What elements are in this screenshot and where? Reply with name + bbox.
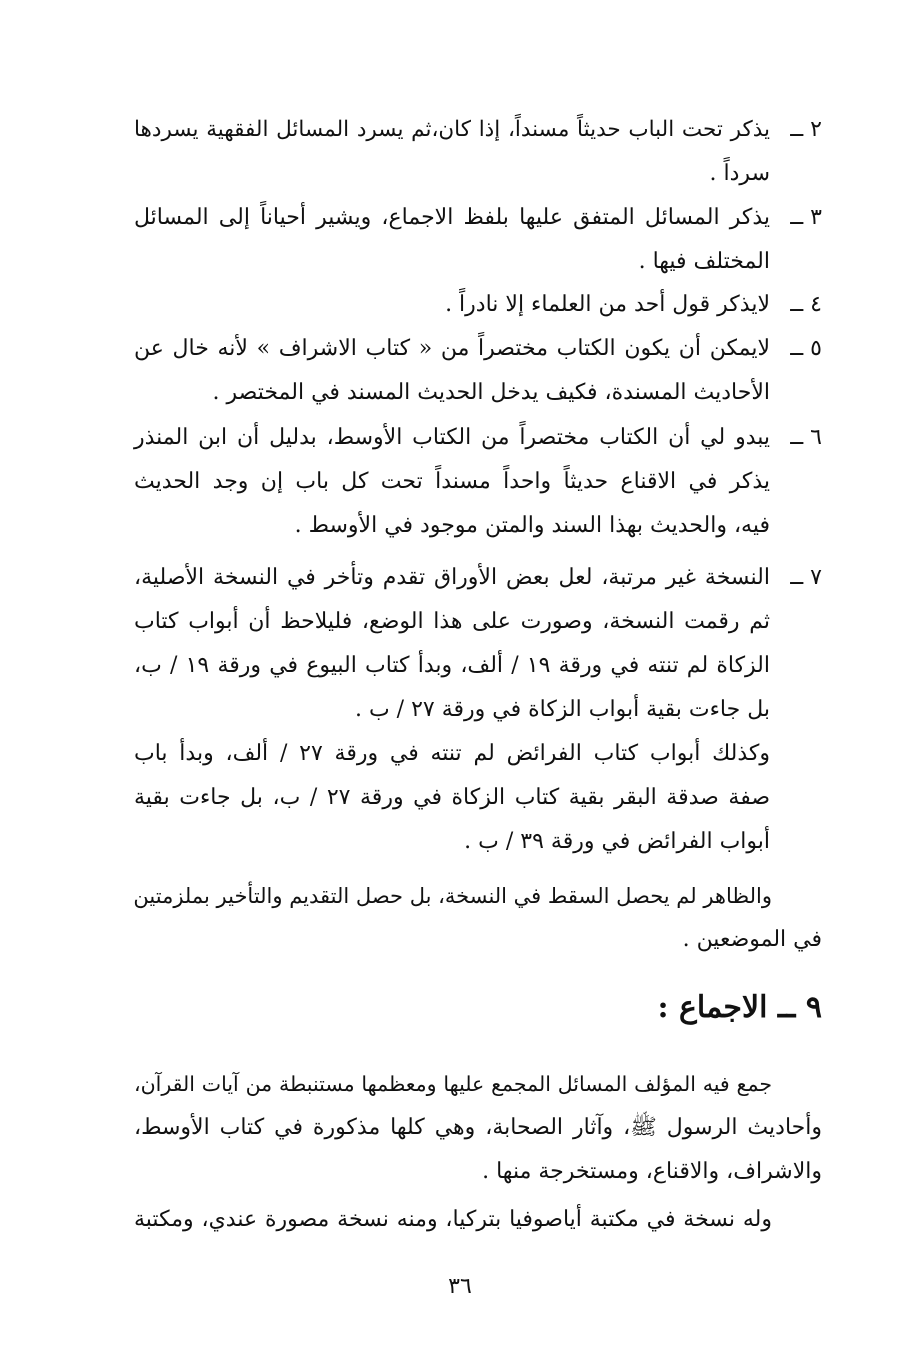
item-number: ٢ ــ (790, 117, 822, 142)
section-heading: ٩ ــ الاجماع : (657, 990, 822, 1025)
item-text-line: بل جاءت بقية أبواب الزكاة في ورقة ٢٧ / ب . (354, 697, 770, 722)
item-number: ٤ ــ (790, 292, 822, 317)
item-text-line: الزكاة لم تنته في ورقة ١٩ / ألف، وبدأ كتاب البيوع في ورقة ١٩ / ب، (134, 653, 770, 678)
list-item (134, 196, 822, 284)
list-item (134, 416, 822, 548)
closing-paragraph (134, 874, 822, 962)
item-text-line: سرداً . (709, 161, 770, 186)
item-text-line: النسخة غير مرتبة، لعل بعض الأوراق تقدم وتأخر في النسخة الأصلية، (134, 565, 770, 590)
item-text-line: فيه، والحديث بهذا السند والمتن موجود في الأوسط . (294, 513, 770, 538)
list-item (134, 108, 822, 196)
item-number: ٥ ــ (790, 336, 822, 361)
item-number: ٦ ــ (790, 425, 822, 450)
item-text-line: يذكر المسائل المتفق عليها بلفظ الاجماع، ويشير أحياناً إلى المسائل (134, 205, 770, 230)
paragraph-line: في الموضعين . (682, 927, 822, 952)
page-number: ٣٦ (448, 1274, 472, 1299)
item-text-line: يذكر تحت الباب حديثاً مسنداً، إذا كان،ثم يسرد المسائل الفقهية يسردها (134, 117, 770, 142)
list-item (134, 283, 822, 327)
list-item (134, 556, 822, 864)
item-number: ٣ ــ (790, 205, 822, 230)
list-item (134, 327, 822, 415)
item-number: ٧ ــ (790, 565, 822, 590)
paragraph-line: والاشراف، والاقناع، ومستخرجة منها . (482, 1159, 822, 1184)
item-text-line: ثم رقمت النسخة، وصورت على هذا الوضع، فليلاحظ أن أبواب كتاب (134, 609, 770, 634)
item-text-line: أبواب الفرائض في ورقة ٣٩ / ب . (464, 829, 770, 854)
item-text-line: الأحاديث المسندة، فكيف يدخل الحديث المسند في المختصر . (212, 380, 770, 405)
item-text-line: المختلف فيها . (638, 249, 770, 274)
paragraph-line: وله نسخة في مكتبة أياصوفيا بتركيا، ومنه نسخة مصورة عندي، ومكتبة (134, 1207, 772, 1232)
section-paragraph (134, 1198, 822, 1242)
paragraph-line: وأحاديث الرسول ﷺ، وآثار الصحابة، وهي كلها مذكورة في كتاب الأوسط، (134, 1115, 822, 1140)
paragraph-line: جمع فيه المؤلف المسائل المجمع عليها ومعظمها مستنبطة من آيات القرآن، (134, 1072, 772, 1096)
section-paragraph (134, 1062, 822, 1194)
paragraph-line: والظاهر لم يحصل السقط في النسخة، بل حصل التقديم والتأخير بملزمتين (133, 884, 772, 908)
item-text-line: يذكر في الاقناع حديثاً واحداً مسنداً تحت كل باب إن وجد الحديث (134, 469, 770, 494)
item-text-line: وكذلك أبواب كتاب الفرائض لم تنته في ورقة ٢٧ / ألف، وبدأ باب (134, 741, 770, 766)
item-text-line: صفة صدقة البقر بقية كتاب الزكاة في ورقة ٢٧ / ب، بل جاءت بقية (134, 785, 770, 810)
item-text-line: لايمكن أن يكون الكتاب مختصراً من « كتاب الاشراف » لأنه خال عن (134, 336, 770, 361)
item-text-line: يبدو لي أن الكتاب مختصراً من الكتاب الأوسط، بدليل أن ابن المنذر (134, 425, 770, 450)
item-text-line: لايذكر قول أحد من العلماء إلا نادراً . (445, 292, 770, 317)
